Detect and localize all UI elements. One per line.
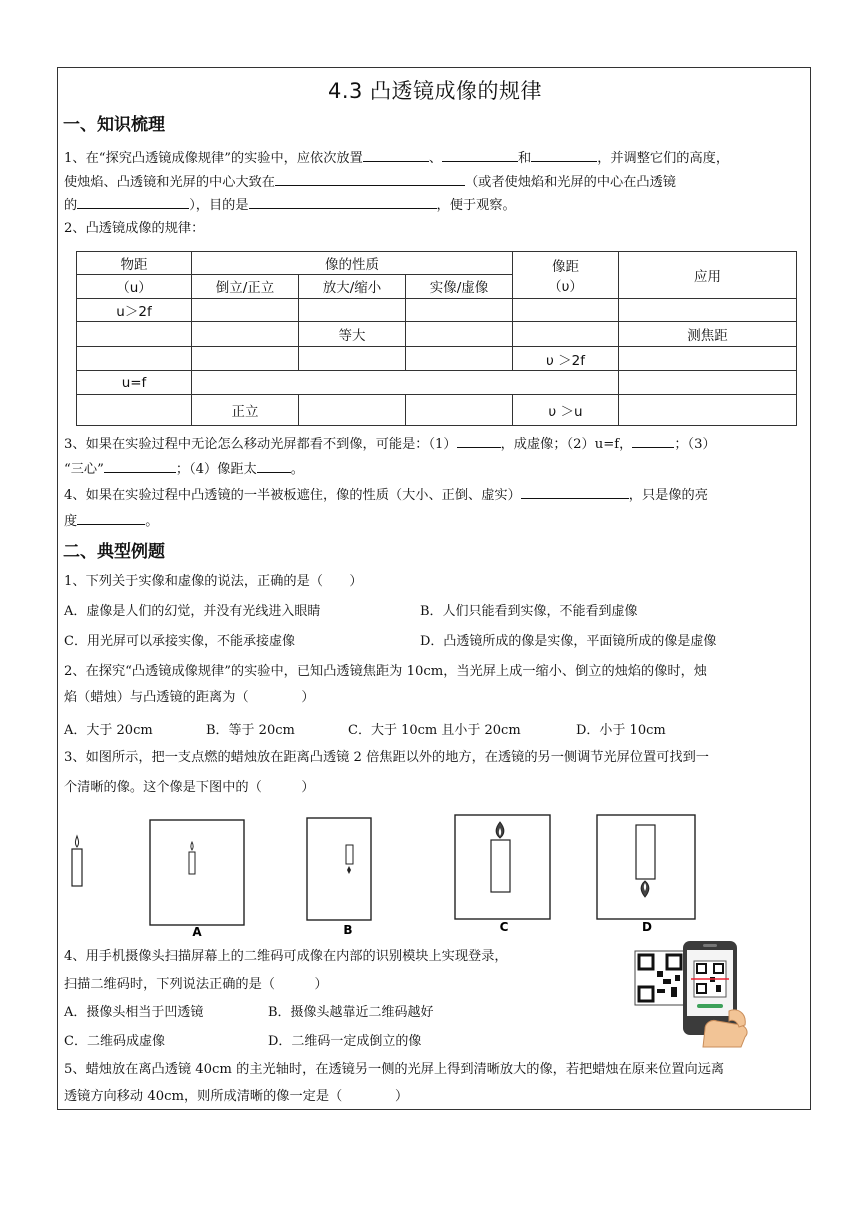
option-d-figure — [597, 815, 695, 934]
table-cell — [619, 346, 797, 371]
q3-line2: “三心” ；（4）像距太 。 — [64, 459, 304, 479]
header-real-virtual: 实像/虚像 — [406, 274, 513, 299]
e3-stem-line1: 3、如图所示，把一支点燃的蜡烛放在距离凸透镜 2 倍焦距以外的地方，在透镜的另一侧调节光屏位置可找到一 — [64, 750, 709, 765]
e4-stem-line1: 4、用手机摄像头扫描屏幕上的二维码可成像在内部的识别模块上实现登录， — [64, 949, 508, 964]
q4-line1: 4、如果在实验过程中凸透镜的一半被板遮住，像的性质（大小、正倒、虚实） ，只是像的亮 — [64, 485, 708, 505]
row1-object-distance: u＞2f — [77, 299, 192, 322]
table-cell — [299, 395, 406, 426]
candle-figures — [58, 803, 812, 938]
e5-stem-line2: 透镜方向移动 40cm，则所成清晰的像一定是（ ） — [64, 1089, 409, 1104]
table-cell — [192, 346, 299, 371]
e2-stem-line1: 2、在探究“凸透镜成像规律”的实验中，已知凸透镜焦距为 10cm，当光屏上成一缩小、倒立的烛焰的像时，烛 — [64, 664, 707, 679]
q3-line1: 3、如果在实验过程中无论怎么移动光屏都看不到像，可能是：（1） ，成虚像；（2）u=f， ；（3） — [64, 434, 716, 454]
header-object-distance: 物距 — [77, 252, 192, 275]
table-cell-merged — [192, 371, 619, 395]
table-cell — [619, 371, 797, 395]
e4-option-b: B．摄像头越靠近二维码越好 — [268, 1005, 434, 1020]
table-cell — [77, 346, 192, 371]
table-cell — [406, 395, 513, 426]
e1-option-d: D．凸透镜所成的像是实像，平面镜所成的像是虚像 — [420, 634, 717, 649]
page-title: 4.3 凸透镜成像的规律 — [327, 79, 543, 103]
table-cell — [513, 299, 619, 322]
q1-line1: 1、在“探究凸透镜成像规律”的实验中，应依次放置 、 和 ，并调整它们的高度， — [64, 148, 729, 168]
e2-option-b: B．等于 20cm — [206, 723, 295, 738]
phone-qr-scan-illustration — [633, 941, 755, 1047]
e2-stem-line2: 焰（蜡烛）与凸透镜的距离为（ ） — [64, 690, 315, 705]
header-object-distance-unit: （u） — [77, 274, 192, 299]
row2-size: 等大 — [299, 321, 406, 346]
option-a-figure — [150, 820, 244, 939]
row2-application: 测焦距 — [619, 321, 797, 346]
row4-object-distance: u=f — [77, 371, 192, 395]
e1-option-a: A．虚像是人们的幻觉，并没有光线进入眼睛 — [64, 604, 321, 619]
header-application: 应用 — [619, 252, 797, 299]
row5-image-distance: υ ＞u — [513, 395, 619, 426]
table-cell — [299, 346, 406, 371]
header-orientation: 倒立/正立 — [192, 274, 299, 299]
e3-stem-line2: 个清晰的像。这个像是下图中的（ ） — [64, 780, 315, 795]
q1-line2: 使烛焰、凸透镜和光屏的中心大致在 （或者使烛焰和光屏的中心在凸透镜 — [64, 172, 676, 192]
e1-option-c: C．用光屏可以承接实像，不能承接虚像 — [64, 634, 295, 649]
e5-stem-line1: 5、蜡烛放在离凸透镜 40cm 的主光轴时，在透镜另一侧的光屏上得到清晰放大的像，若把蜡烛在原来位置向远离 — [64, 1062, 725, 1077]
table-cell — [192, 321, 299, 346]
option-b-figure — [307, 818, 371, 937]
e4-stem-line2: 扫描二维码时，下列说法正确的是（ ） — [64, 977, 328, 992]
table-cell — [619, 299, 797, 322]
q4-line2: 度 。 — [64, 511, 158, 531]
qr-code-icon — [635, 951, 685, 1005]
e4-option-d: D．二维码一定成倒立的像 — [268, 1034, 422, 1049]
section-heading-examples: 二、典型例题 — [63, 542, 165, 562]
table-cell — [513, 321, 619, 346]
row5-orientation: 正立 — [192, 395, 299, 426]
section-heading-review: 一、知识梳理 — [63, 115, 165, 135]
worksheet-frame — [57, 67, 811, 1110]
e2-option-a: A．大于 20cm — [64, 723, 153, 738]
e1-option-b: B．人们只能看到实像，不能看到虚像 — [420, 604, 638, 619]
option-c-figure — [455, 815, 550, 934]
e4-option-a: A．摄像头相当于凹透镜 — [64, 1005, 204, 1020]
table-cell — [619, 395, 797, 426]
table-cell — [406, 346, 513, 371]
table-cell — [406, 299, 513, 322]
header-size: 放大/缩小 — [299, 274, 406, 299]
q2-text: 2、凸透镜成像的规律： — [64, 221, 205, 236]
option-c-label: C — [499, 920, 509, 934]
e4-option-c: C．二维码成虚像 — [64, 1034, 165, 1049]
table-cell — [77, 395, 192, 426]
table-cell — [406, 321, 513, 346]
e1-stem: 1、下列关于实像和虚像的说法，正确的是（ ） — [64, 574, 363, 589]
option-d-label: D — [642, 920, 652, 934]
q1-line3: 的 ），目的是 ，便于观察。 — [64, 195, 516, 215]
table-cell — [192, 299, 299, 322]
e2-option-c: C．大于 10cm 且小于 20cm — [348, 723, 521, 738]
table-cell — [299, 299, 406, 322]
header-image-distance: 像距 （υ） — [513, 252, 619, 299]
table-cell — [77, 321, 192, 346]
option-b-label: B — [343, 923, 353, 937]
row3-image-distance: υ ＞2f — [513, 346, 619, 371]
header-image-nature: 像的性质 — [192, 252, 513, 275]
imaging-rules-table — [76, 251, 797, 426]
reference-candle-icon — [72, 836, 82, 886]
e2-option-d: D．小于 10cm — [576, 723, 666, 738]
option-a-label: A — [192, 925, 202, 939]
